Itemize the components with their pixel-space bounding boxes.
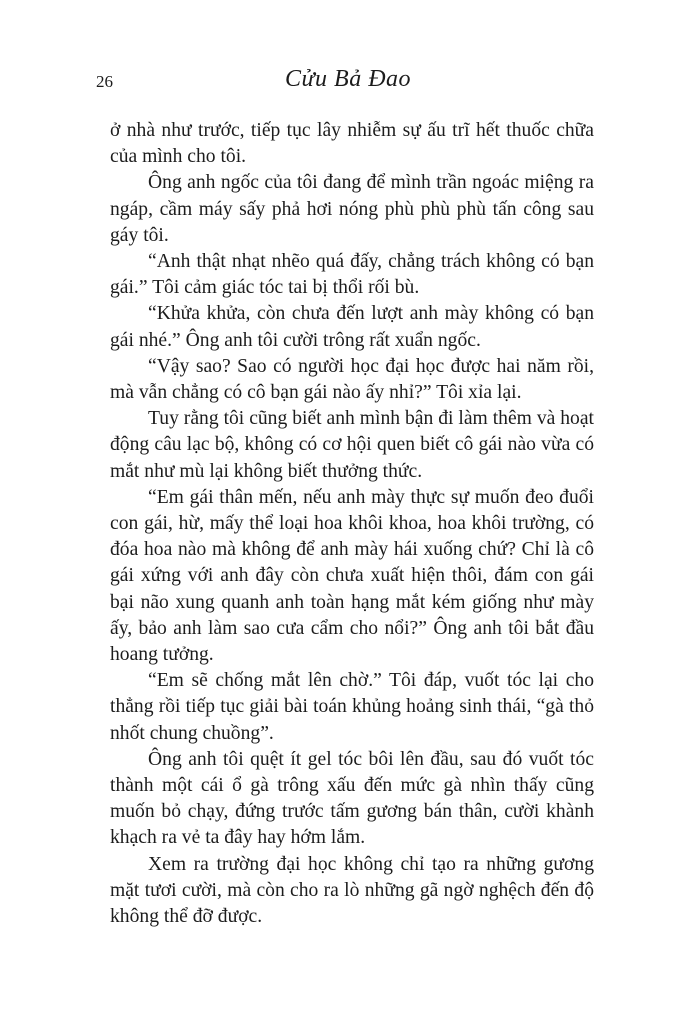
running-title: Cửu Bả Đao <box>284 66 412 92</box>
paragraph: ở nhà như trước, tiếp tục lây nhiễm sự ấu trĩ hết thuốc chữa của mình cho tôi. <box>110 120 594 168</box>
page-number: 26 <box>96 72 113 91</box>
paragraph: Ông anh ngốc của tôi đang để mình trần ngoác miệng ra ngáp, cầm máy sấy phả hơi nóng phù phù phù tấn công sau gáy tôi. <box>110 172 594 246</box>
paragraph: Xem ra trường đại học không chỉ tạo ra những gương mặt tươi cười, mà còn cho ra lò những gã ngờ nghệch đến độ không thể đỡ được. <box>110 853 594 928</box>
paragraph: Ông anh tôi quệt ít gel tóc bôi lên đầu, sau đó vuốt tóc thành một cái ổ gà trông xấu đến mức gà nhìn thấy cũng muốn bỏ chạy, đứng trước tấm gương bán thân, cười khành khạch ra vẻ ta đây hay hớm lắm. <box>110 748 594 849</box>
paragraph: “Vậy sao? Sao có người học đại học được hai năm rồi, mà vẫn chẳng có cô bạn gái nào ấy nhỉ?” Tôi xỉa lại. <box>110 355 594 404</box>
paragraph: “Em gái thân mến, nếu anh mày thực sự muốn đeo đuổi con gái, hừ, mấy thể loại hoa khôi khoa, hoa khôi trường, có đóa hoa nào mà không để anh mày hái xuống chứ? Chỉ là cô gái xứng với anh đây còn chưa xuất hiện thôi, đám con gái bại não xung quanh anh toàn hạng mắt kém giống như mày ấy, bảo anh làm sao cưa cẩm cho nổi?” Ông anh tôi bắt đầu hoang tưởng. <box>110 486 594 666</box>
paragraph: “Em sẽ chống mắt lên chờ.” Tôi đáp, vuốt tóc lại cho thẳng rồi tiếp tục giải bài toán khủng hoảng sinh thái, “gà thỏ nhốt chung chuồng”. <box>110 670 594 744</box>
paragraph: “Khửa khửa, còn chưa đến lượt anh mày không có bạn gái nhé.” Ông anh tôi cười trông rất xuẩn ngốc. <box>110 303 594 351</box>
paragraph: Tuy rằng tôi cũng biết anh mình bận đi làm thêm và hoạt động câu lạc bộ, không có cơ hội quen biết cô gái nào vừa có mắt như mù lại không biết thưởng thức. <box>110 408 594 482</box>
body-text <box>110 118 594 930</box>
paragraph: “Anh thật nhạt nhẽo quá đấy, chẳng trách không có bạn gái.” Tôi cảm giác tóc tai bị thổi rối bù. <box>110 251 594 299</box>
